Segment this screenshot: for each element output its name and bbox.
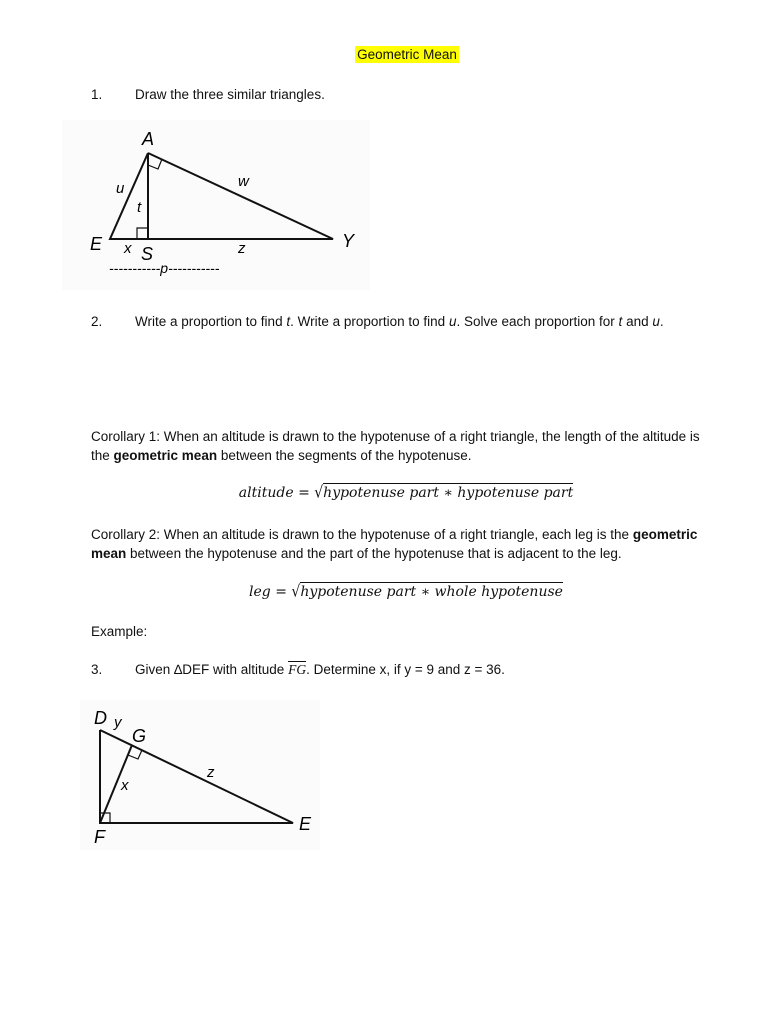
right-angle-mark-a	[148, 159, 162, 169]
figure-triangle-def	[80, 700, 320, 850]
label-z: z	[238, 240, 246, 257]
right-angle-mark-s	[137, 228, 148, 239]
radical-sign: √	[314, 483, 324, 503]
label-x: x	[124, 240, 132, 257]
example-label: Example:	[91, 624, 148, 639]
label-a: A	[142, 129, 155, 149]
triangle-outline	[110, 153, 333, 239]
figure-triangle-aey	[62, 120, 370, 290]
question-2-text: Write a proportion to find t. Write a proportion to find u. Solve each proportion for t and u.	[135, 314, 664, 329]
radical-sign: √	[291, 582, 301, 602]
corollary-2-text: Corollary 2: When an altitude is drawn to the hypotenuse of a right triangle, each leg is the geometric mean between the hypotenuse and the part of the hypotenuse that is adjacent to the leg.	[91, 527, 698, 561]
label-s: S	[141, 244, 154, 264]
question-1-number: 1.	[91, 87, 103, 102]
label-p: -----------p-----------	[109, 260, 220, 276]
label-w: w	[238, 173, 249, 190]
page-title: Geometric Mean	[357, 47, 457, 62]
corollary-1-formula: altitude = √hypotenuse part ∗ hypotenuse part	[238, 483, 574, 503]
label-t: t	[137, 199, 142, 216]
question-3-text: Given ∆DEF with altitude $\overline{FG}$. Determine x, if y = 9 and z = 36.	[135, 662, 505, 677]
corollary-2-formula: leg = √hypotenuse part ∗ whole hypotenuse	[249, 582, 563, 602]
label-f: F	[94, 827, 105, 847]
label-y: y	[114, 714, 122, 731]
label-y: Y	[342, 231, 355, 251]
label-e: E	[90, 234, 103, 254]
triangle-outline	[100, 730, 293, 823]
label-u: u	[116, 180, 125, 197]
label-x: x	[121, 777, 129, 794]
question-3-number: 3.	[91, 662, 103, 677]
label-g: G	[132, 726, 147, 746]
question-2-number: 2.	[91, 314, 103, 329]
label-z: z	[207, 764, 215, 781]
corollary-1-text: Corollary 1: When an altitude is drawn to the hypotenuse of a right triangle, the length of the altitude is the geometric mean between the segments of the hypotenuse.	[91, 429, 700, 463]
label-d: D	[94, 708, 107, 728]
label-e: E	[299, 814, 312, 834]
question-1-text: Draw the three similar triangles.	[135, 87, 325, 102]
